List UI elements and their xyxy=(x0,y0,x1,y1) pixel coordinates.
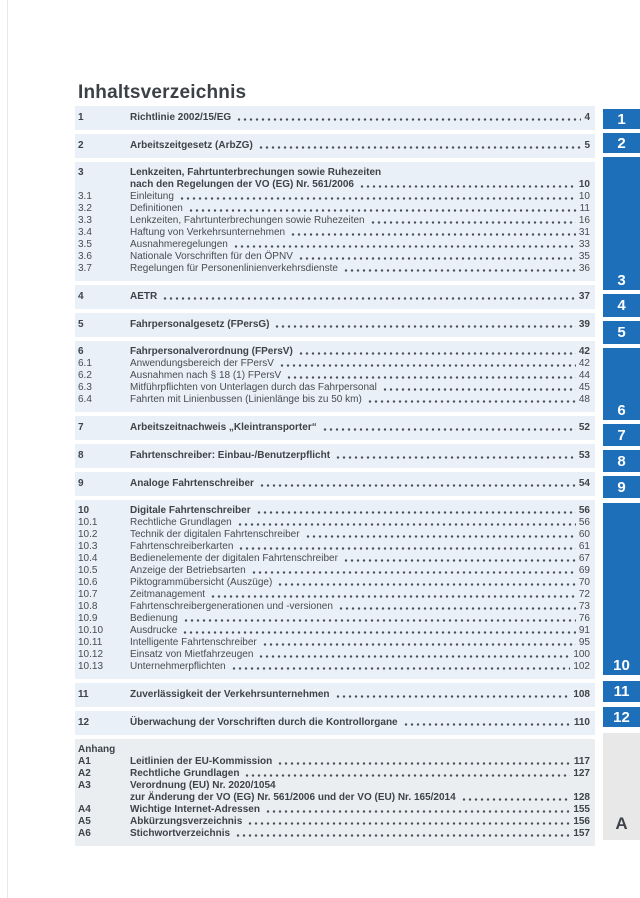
toc-row xyxy=(78,140,590,152)
toc-entry-title: Digitale Fahrtenschreiber xyxy=(130,505,251,516)
toc-row xyxy=(78,828,590,840)
toc-row xyxy=(78,450,590,462)
toc-row xyxy=(78,167,590,179)
toc-row xyxy=(78,613,590,625)
dot-leader xyxy=(298,251,576,263)
toc-entry-page: 31 xyxy=(578,227,590,238)
dot-leader xyxy=(183,613,576,625)
toc-entry-number: A1 xyxy=(78,756,91,767)
toc-group-4 xyxy=(75,285,595,309)
toc-row xyxy=(78,319,590,331)
dot-leader xyxy=(259,478,576,490)
dot-leader xyxy=(247,816,570,828)
dot-leader xyxy=(265,804,570,816)
toc-row xyxy=(78,263,590,275)
toc-row xyxy=(78,346,590,358)
toc-row xyxy=(78,517,590,529)
dot-leader xyxy=(258,140,582,152)
toc-entry-title: Einleitung xyxy=(130,191,174,202)
dot-leader xyxy=(188,203,577,215)
toc-row xyxy=(78,203,590,215)
toc-entry-title: Regelungen für Personenlinienverkehrsdienste xyxy=(130,263,338,274)
chapter-tab-10 xyxy=(603,503,640,675)
toc-entry-page: 67 xyxy=(578,553,590,564)
dot-leader xyxy=(231,661,571,673)
toc-row xyxy=(78,251,590,263)
toc-entry-page: 36 xyxy=(578,263,590,274)
anhang-label: Anhang xyxy=(78,744,116,755)
dot-leader xyxy=(338,601,576,613)
toc-group-5 xyxy=(75,313,595,337)
toc-entry-title: Richtlinie 2002/15/EG xyxy=(130,112,232,123)
toc-entry-title: Haftung von Verkehrsunternehmen xyxy=(130,227,286,238)
toc-entry-number: 3 xyxy=(78,167,84,178)
dot-leader xyxy=(461,792,571,804)
toc-entry-page: 95 xyxy=(578,637,590,648)
chapter-tab-5 xyxy=(603,321,640,344)
toc-entry-page: 102 xyxy=(573,661,590,672)
toc-group-7 xyxy=(75,416,595,440)
toc-entry-title: Ausdrucke xyxy=(130,625,178,636)
toc-entry-page: 10 xyxy=(578,191,590,202)
toc-entry-page: 45 xyxy=(578,382,590,393)
toc-entry-page: 56 xyxy=(578,505,590,516)
chapter-tab-label: 3 xyxy=(617,272,626,289)
toc-entry-number: 10.7 xyxy=(78,589,98,600)
toc-entry-title: Bedienung xyxy=(130,613,178,624)
dot-leader xyxy=(277,577,576,589)
toc-entry-number: 10.2 xyxy=(78,529,98,540)
toc-entry-page: 53 xyxy=(578,450,590,461)
toc-row xyxy=(78,382,590,394)
toc-entry-page: 44 xyxy=(578,370,590,381)
chapter-tab-label: 5 xyxy=(617,324,626,341)
toc-entry-number: 3.6 xyxy=(78,251,92,262)
toc-entry-number: A6 xyxy=(78,828,91,839)
chapter-tab-label: 1 xyxy=(617,110,626,128)
toc-entry-page: 48 xyxy=(578,394,590,405)
toc-group-6 xyxy=(75,341,595,412)
toc-entry-number: 2 xyxy=(78,140,84,151)
toc-entry-number: 3.7 xyxy=(78,263,92,274)
toc-entry-title: Verordnung (EU) Nr. 2020/1054 xyxy=(130,780,276,791)
dot-leader xyxy=(286,370,576,382)
toc-group-anhang xyxy=(75,739,595,846)
toc-entry-title: Unternehmerpflichten xyxy=(130,661,226,672)
toc-entry-title: Anwendungsbereich der FPersV xyxy=(130,358,274,369)
toc-entry-number: 3.1 xyxy=(78,191,92,202)
toc-entry-title: zur Änderung der VO (EG) Nr. 561/2006 und der VO (EU) Nr. 165/2014 xyxy=(130,792,456,803)
dot-leader xyxy=(382,382,576,394)
toc-row xyxy=(78,756,590,768)
dot-leader xyxy=(256,505,576,517)
toc-row xyxy=(78,780,590,792)
dot-leader xyxy=(236,112,581,124)
toc-entry-title: Piktogrammübersicht (Auszüge) xyxy=(130,577,273,588)
chapter-tab-11 xyxy=(603,681,640,702)
chapter-tab-anhang xyxy=(603,733,640,840)
toc-entry-title: Technik der digitalen Fahrtenschreiber xyxy=(130,529,300,540)
toc-entry-number: 3.2 xyxy=(78,203,92,214)
dot-leader xyxy=(335,689,571,701)
chapter-tab-8 xyxy=(603,450,640,472)
toc-entry-page: 100 xyxy=(573,649,590,660)
toc-entry-number: 10.5 xyxy=(78,565,98,576)
toc-row xyxy=(78,529,590,541)
toc-entry-number: 10.13 xyxy=(78,661,104,672)
chapter-tab-12 xyxy=(603,707,640,727)
scan-edge-line xyxy=(7,0,8,898)
dot-leader xyxy=(367,394,576,406)
dot-leader xyxy=(305,529,576,541)
toc-row xyxy=(78,541,590,553)
toc-entry-number: 9 xyxy=(78,478,84,489)
toc-group-11 xyxy=(75,683,595,707)
toc-entry-title: Fahrpersonalgesetz (FPersG) xyxy=(130,319,270,330)
toc-entry-number: 10 xyxy=(78,505,90,516)
dot-leader xyxy=(237,517,576,529)
toc-row xyxy=(78,577,590,589)
toc-entry-title: Abkürzungsverzeichnis xyxy=(130,816,243,827)
dot-leader xyxy=(277,756,571,768)
toc-group-12 xyxy=(75,711,595,735)
toc-entry-number: A3 xyxy=(78,780,91,791)
toc-entry-page: 4 xyxy=(584,112,590,123)
chapter-tab-label: 6 xyxy=(617,402,626,419)
dot-leader xyxy=(274,319,575,331)
toc-row xyxy=(78,744,590,756)
dot-leader xyxy=(343,553,576,565)
toc-entry-page: 108 xyxy=(573,689,590,700)
toc-entry-title: Zuverlässigkeit der Verkehrsunternehmen xyxy=(130,689,330,700)
dot-leader xyxy=(343,263,576,275)
dot-leader xyxy=(182,625,576,637)
toc-group-8 xyxy=(75,444,595,468)
toc-entry-page: 76 xyxy=(578,613,590,624)
toc-entry-page: 33 xyxy=(578,239,590,250)
chapter-tab-label: 9 xyxy=(617,478,626,496)
toc-entry-number: 3.3 xyxy=(78,215,92,226)
toc-entry-number: 3.5 xyxy=(78,239,92,250)
toc-entry-number: 6.2 xyxy=(78,370,92,381)
toc-entry-title: Fahrtenschreiberkarten xyxy=(130,541,234,552)
toc-group-2 xyxy=(75,134,595,158)
toc-entry-number: 7 xyxy=(78,422,84,433)
toc-row xyxy=(78,191,590,203)
toc-entry-number: 8 xyxy=(78,450,84,461)
toc-entry-title: Überwachung der Vorschriften durch die Kontrollorgane xyxy=(130,717,398,728)
toc-row xyxy=(78,239,590,251)
toc-row xyxy=(78,717,590,729)
chapter-tab-label: 7 xyxy=(617,426,626,444)
toc-entry-page: 110 xyxy=(573,717,590,728)
toc-entry-title: Arbeitszeitgesetz (ArbZG) xyxy=(130,140,253,151)
toc-entry-number: 10.3 xyxy=(78,541,98,552)
toc-entry-number: 6 xyxy=(78,346,84,357)
toc-entry-number: A4 xyxy=(78,804,91,815)
toc-entry-title: Rechtliche Grundlagen xyxy=(130,768,240,779)
toc-entry-page: 37 xyxy=(578,291,590,302)
toc-entry-page: 56 xyxy=(578,517,590,528)
toc-entry-title: Anzeige der Betriebsarten xyxy=(130,565,246,576)
toc-entry-title: Bedienelemente der digitalen Fahrtenschreiber xyxy=(130,553,338,564)
toc-entry-page: 117 xyxy=(573,756,590,767)
toc-row xyxy=(78,689,590,701)
toc-entry-page: 54 xyxy=(578,478,590,489)
chapter-tab-4 xyxy=(603,294,640,317)
toc-entry-page: 42 xyxy=(578,346,590,357)
toc-entry-title: Lenkzeiten, Fahrtunterbrechungen sowie Ruhezeiten xyxy=(130,215,365,226)
toc-row xyxy=(78,478,590,490)
toc-row xyxy=(78,816,590,828)
dot-leader xyxy=(162,291,576,303)
toc-entry-page: 73 xyxy=(578,601,590,612)
toc-entry-title: Nationale Vorschriften für den ÖPNV xyxy=(130,251,293,262)
dot-leader xyxy=(258,649,570,661)
chapter-tab-label: 12 xyxy=(613,708,630,726)
toc-entry-page: 127 xyxy=(573,768,590,779)
dot-leader xyxy=(290,227,576,239)
toc-row xyxy=(78,565,590,577)
chapter-tab-9 xyxy=(603,476,640,498)
toc-entry-title: Wichtige Internet-Adressen xyxy=(130,804,260,815)
dot-leader xyxy=(322,422,576,434)
toc-entry-page: 70 xyxy=(578,577,590,588)
chapter-tab-label: 2 xyxy=(617,134,626,152)
dot-leader xyxy=(244,768,570,780)
toc-entry-number: 12 xyxy=(78,717,90,728)
toc-entry-number: A5 xyxy=(78,816,91,827)
toc-row xyxy=(78,394,590,406)
chapter-tab-1 xyxy=(603,109,640,129)
toc-entry-title: Lenkzeiten, Fahrtunterbrechungen sowie Ruhezeiten xyxy=(130,167,382,178)
toc-entry-number: 10.11 xyxy=(78,637,103,648)
toc-row xyxy=(78,804,590,816)
dot-leader xyxy=(359,179,576,191)
toc-entry-page: 60 xyxy=(578,529,590,540)
toc-entry-title: Definitionen xyxy=(130,203,183,214)
chapter-tab-strip xyxy=(603,0,640,898)
toc-entry-title: Einsatz von Mietfahrzeugen xyxy=(130,649,254,660)
toc-entry-number: 10.8 xyxy=(78,601,98,612)
toc-entry-title: Fahrten mit Linienbussen (Linienlänge bis zu 50 km) xyxy=(130,394,362,405)
toc-entry-number: 1 xyxy=(78,112,84,123)
toc-row xyxy=(78,227,590,239)
dot-leader xyxy=(179,191,576,203)
toc-entry-title: Analoge Fahrtenschreiber xyxy=(130,478,254,489)
dot-leader xyxy=(238,541,575,553)
toc-row xyxy=(78,358,590,370)
toc-row xyxy=(78,792,590,804)
toc-entry-title: Fahrtenschreiber: Einbau-/Benutzerpflicht xyxy=(130,450,331,461)
toc-entry-page: 11 xyxy=(579,203,590,214)
chapter-tab-label: 10 xyxy=(613,657,630,674)
toc-entry-number: 3.4 xyxy=(78,227,92,238)
dot-leader xyxy=(279,358,576,370)
dot-leader xyxy=(335,450,576,462)
dot-leader xyxy=(251,565,576,577)
toc-entry-number: 11 xyxy=(78,689,89,700)
chapter-tab-7 xyxy=(603,424,640,446)
toc-entry-title: Fahrtenschreibergenerationen und -versionen xyxy=(130,601,333,612)
toc-row xyxy=(78,112,590,124)
toc-entry-page: 156 xyxy=(573,816,590,827)
toc-entry-number: 10.4 xyxy=(78,553,98,564)
toc-entry-number: 10.6 xyxy=(78,577,98,588)
toc-row xyxy=(78,637,590,649)
toc-entry-title: Mitführpflichten von Unterlagen durch das Fahrpersonal xyxy=(130,382,377,393)
dot-leader xyxy=(262,637,576,649)
toc-group-1 xyxy=(75,106,595,130)
toc-row xyxy=(78,422,590,434)
toc-row xyxy=(78,649,590,661)
toc-row xyxy=(78,768,590,780)
chapter-tab-label: 4 xyxy=(617,297,626,314)
toc-entry-page: 61 xyxy=(578,541,590,552)
toc-entry-page: 52 xyxy=(578,422,590,433)
toc-row xyxy=(78,291,590,303)
toc-entry-page: 42 xyxy=(578,358,590,369)
toc-entry-page: 16 xyxy=(578,215,590,226)
toc-row xyxy=(78,553,590,565)
toc-entry-page: 157 xyxy=(573,828,590,839)
dot-leader xyxy=(235,828,570,840)
dot-leader xyxy=(233,239,576,251)
toc-group-9 xyxy=(75,472,595,496)
toc-row xyxy=(78,505,590,517)
toc-row xyxy=(78,370,590,382)
toc-entry-page: 128 xyxy=(573,792,590,803)
toc-entry-number: A2 xyxy=(78,768,91,779)
toc-entry-title: Intelligente Fahrtenschreiber xyxy=(130,637,257,648)
toc-entry-number: 10.12 xyxy=(78,649,104,660)
toc-entry-title: nach den Regelungen der VO (EG) Nr. 561/2006 xyxy=(130,179,354,190)
toc-entry-page: 69 xyxy=(578,565,590,576)
chapter-tab-3 xyxy=(603,157,640,290)
toc-entry-number: 6.4 xyxy=(78,394,92,405)
toc-entry-page: 91 xyxy=(578,625,590,636)
toc-group-3 xyxy=(75,162,595,281)
toc-entry-title: Arbeitszeitnachweis „Kleintransporter“ xyxy=(130,422,317,433)
toc-entry-title: Ausnahmeregelungen xyxy=(130,239,228,250)
toc-row xyxy=(78,589,590,601)
chapter-tab-label: A xyxy=(615,814,628,833)
toc-entry-number: 10.9 xyxy=(78,613,98,624)
toc-entry-number: 4 xyxy=(78,291,84,302)
toc-row xyxy=(78,625,590,637)
toc-entry-page: 39 xyxy=(578,319,590,330)
toc-entry-title: Fahrpersonalverordnung (FPersV) xyxy=(130,346,293,357)
toc-entry-title: Stichwortverzeichnis xyxy=(130,828,231,839)
dot-leader xyxy=(298,346,576,358)
chapter-tab-6 xyxy=(603,348,640,420)
toc-entry-title: Rechtliche Grundlagen xyxy=(130,517,232,528)
toc-entry-title: Ausnahmen nach § 18 (1) FPersV xyxy=(130,370,282,381)
chapter-tab-2 xyxy=(603,133,640,153)
toc-row xyxy=(78,661,590,673)
toc-row xyxy=(78,601,590,613)
toc-entry-number: 6.3 xyxy=(78,382,92,393)
chapter-tab-label: 11 xyxy=(613,683,630,700)
toc-entry-page: 155 xyxy=(573,804,590,815)
toc-entry-number: 6.1 xyxy=(78,358,92,369)
toc-row xyxy=(78,179,590,191)
toc-entry-number: 10.10 xyxy=(78,625,104,636)
toc-group-10 xyxy=(75,500,595,679)
table-of-contents xyxy=(75,106,595,850)
chapter-tab-label: 8 xyxy=(617,452,626,470)
toc-entry-page: 72 xyxy=(578,589,590,600)
dot-leader xyxy=(403,717,571,729)
toc-entry-title: AETR xyxy=(130,291,158,302)
dot-leader xyxy=(370,215,576,227)
toc-entry-title: Zeitmanagement xyxy=(130,589,206,600)
page-title: Inhaltsverzeichnis xyxy=(78,82,247,103)
toc-entry-number: 5 xyxy=(78,319,84,330)
toc-entry-title: Leitlinien der EU-Kommission xyxy=(130,756,273,767)
toc-row xyxy=(78,215,590,227)
toc-entry-number: 10.1 xyxy=(78,517,98,528)
toc-entry-page: 10 xyxy=(578,179,590,190)
toc-entry-page: 5 xyxy=(584,140,590,151)
dot-leader xyxy=(210,589,576,601)
toc-entry-page: 35 xyxy=(578,251,590,262)
